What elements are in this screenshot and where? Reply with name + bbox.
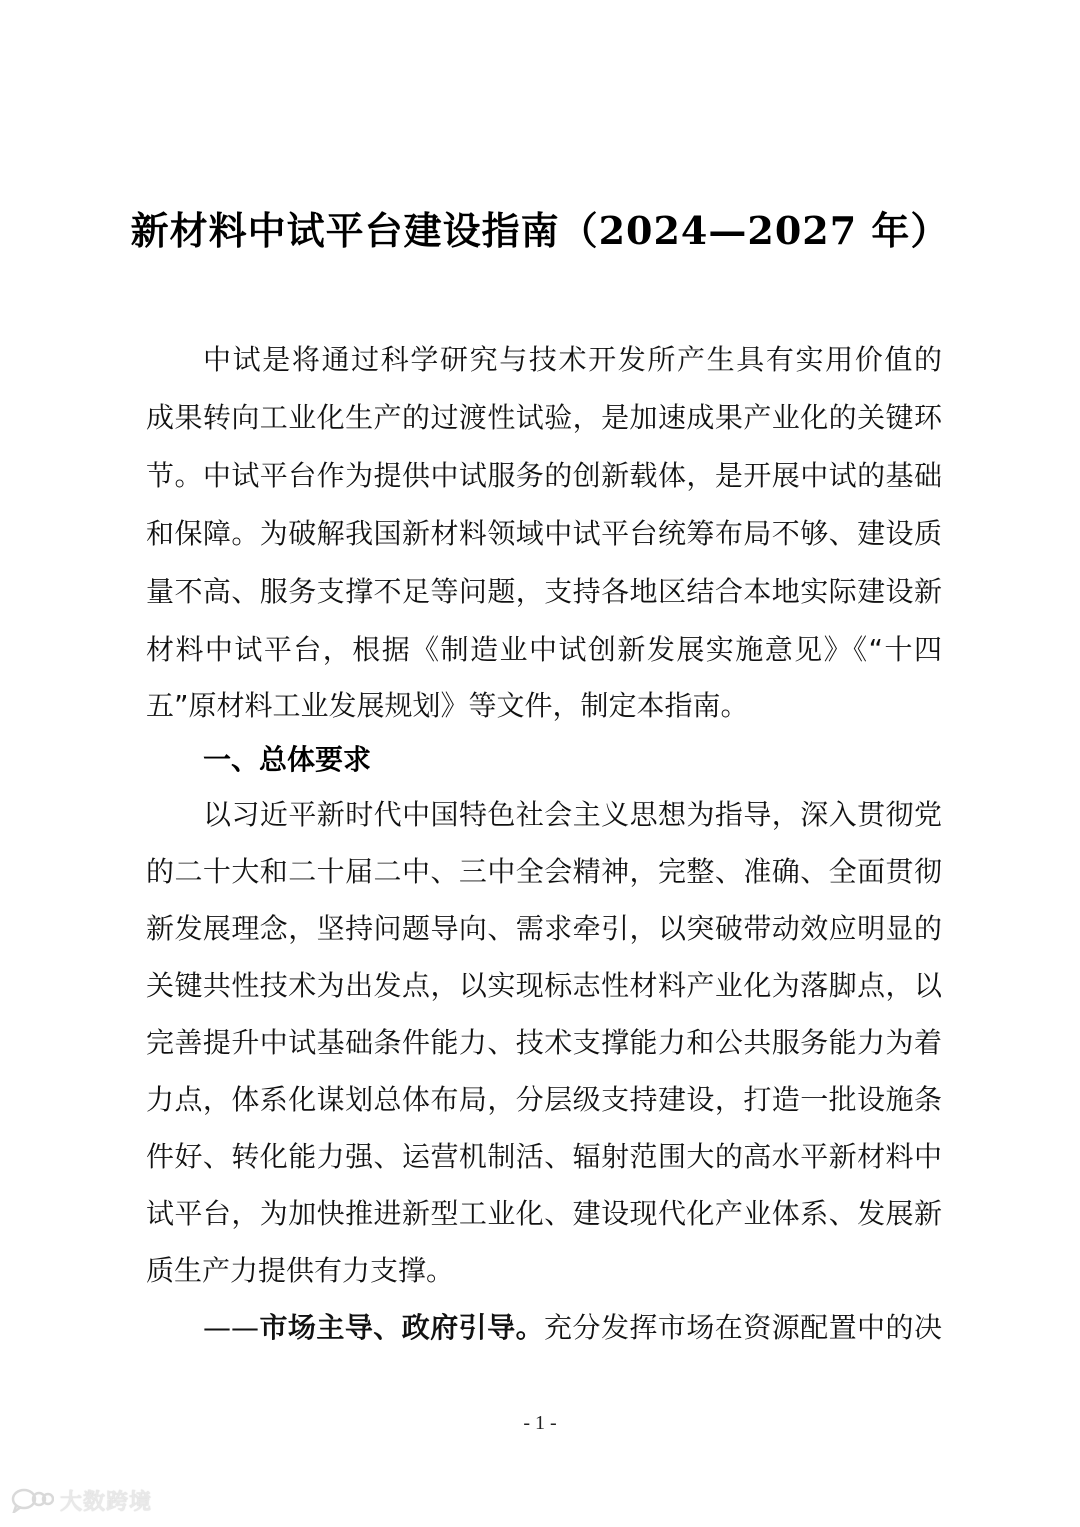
document-title: 新材料中试平台建设指南（2024—2027 年） — [130, 208, 950, 253]
section-line-7: 件好、转化能力强、运营机制活、辐射范围大的高水平新材料中 — [146, 1140, 942, 1173]
principle-text: 充分发挥市场在资源配置中的决 — [544, 1311, 942, 1344]
speech-bubble-logo-icon — [10, 1487, 54, 1513]
intro-line-6: 材料中试平台，根据《制造业中试创新发展实施意见》《“十四 — [146, 633, 942, 666]
section-line-1: 以习近平新时代中国特色社会主义思想为指导，深入贯彻党 — [203, 798, 942, 831]
section-line-8: 试平台，为加快推进新型工业化、建设现代化产业体系、发展新 — [146, 1197, 942, 1230]
section-line-5: 完善提升中试基础条件能力、技术支撑能力和公共服务能力为着 — [146, 1026, 942, 1059]
intro-line-3: 节。中试平台作为提供中试服务的创新载体，是开展中试的基础 — [146, 459, 942, 492]
intro-line-7: 五”原材料工业发展规划》等文件，制定本指南。 — [146, 689, 749, 722]
watermark-text: 大数跨境 — [60, 1489, 153, 1515]
intro-line-4: 和保障。为破解我国新材料领域中试平台统筹布局不够、建设质 — [146, 517, 942, 550]
intro-line-2: 成果转向工业化生产的过渡性试验，是加速成果产业化的关键环 — [146, 401, 942, 434]
section-line-2: 的二十大和二十届二中、三中全会精神，完整、准确、全面贯彻 — [146, 855, 942, 888]
section-line-6: 力点，体系化谋划总体布局，分层级支持建设，打造一批设施条 — [146, 1083, 942, 1116]
principle-dash: —— — [203, 1311, 259, 1344]
intro-line-5: 量不高、服务支撑不足等问题，支持各地区结合本地实际建设新 — [146, 575, 942, 608]
watermark — [10, 1486, 152, 1514]
principle-title: 市场主导、政府引导。 — [259, 1311, 545, 1344]
principle-line — [203, 1308, 942, 1348]
section-line-9: 质生产力提供有力支撑。 — [146, 1254, 455, 1287]
section-line-3: 新发展理念，坚持问题导向、需求牵引，以突破带动效应明显的 — [146, 912, 942, 945]
page-number: - 1 - — [523, 1412, 557, 1434]
intro-line-1: 中试是将通过科学研究与技术开发所产生具有实用价值的 — [203, 343, 942, 376]
section-heading: 一、总体要求 — [203, 743, 372, 776]
section-line-4: 关键共性技术为出发点，以实现标志性材料产业化为落脚点，以 — [146, 969, 942, 1002]
